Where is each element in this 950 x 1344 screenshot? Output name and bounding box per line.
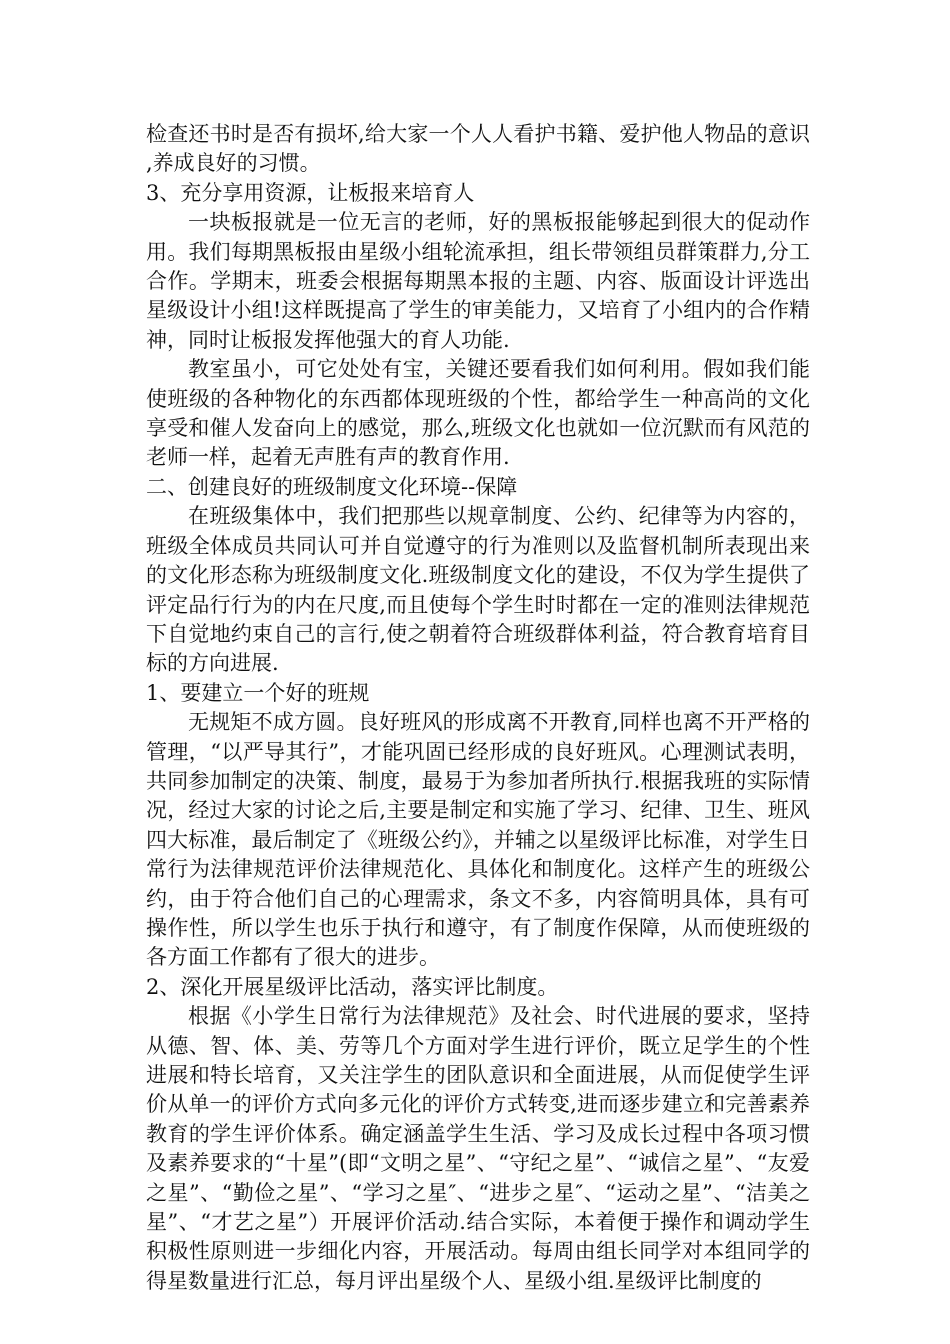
heading-class-rules: 1、要建立一个好的班规: [146, 680, 370, 705]
paragraph-classroom: 教室虽小，可它处处有宝，关键还要看我们如何利用。假如我们能使班级的各种物化的东西都体现班级的个性，都给学生一种高尚的文化享受和催人发奋向上的感觉，那么,班级文化也就如一位沉默而有风范的老师一样，起着无声胜有声的教育作用.: [146, 357, 810, 470]
document-page: [146, 120, 810, 1296]
heading-star-rating: 2、深化开展星级评比活动，落实评比制度。: [146, 974, 559, 999]
paragraph-blackboard: 一块板报就是一位无言的老师，好的黑板报能够起到很大的促动作用。我们每期黑板报由星级小组轮流承担，组长带领组员群策群力,分工合作。学期末，班委会根据每期黑本报的主题、内容、版面设计评选出星级设计小组!这样既提高了学生的审美能力，又培育了小组内的合作精神，同时让板报发挥他强大的育人功能.: [146, 210, 810, 352]
heading-blackboard: 3、充分享用资源，让板报来培育人: [146, 180, 475, 205]
paragraph-class-rules: 无规矩不成方圆。良好班风的形成离不开教育,同样也离不开严格的管理，“以严导其行”，才能巩固已经形成的良好班风。心理测试表明，共同参加制定的决策、制度，最易于为参加者所执行.根据我班的实际情况，经过大家的讨论之后,主要是制定和实施了学习、纪律、卫生、班风四大标准，最后制定了《班级公约》，并辅之以星级评比标准，对学生日常行为法律规范评价法律规范化、具体化和制度化。这样产生的班级公约，由于符合他们自己的心理需求，条文不多，内容简明具体，具有可操作性，所以学生也乐于执行和遵守，有了制度作保障，从而使班级的各方面工作都有了很大的进步。: [146, 710, 810, 970]
heading-system-culture: 二、创建良好的班级制度文化环境--保障: [146, 474, 518, 499]
paragraph-system-culture: 在班级集体中，我们把那些以规章制度、公约、纪律等为内容的，班级全体成员共同认可并自觉遵守的行为准则以及监督机制所表现出来的文化形态称为班级制度文化.班级制度文化的建设，不仅为学生提供了评定品行行为的内在尺度,而且使每个学生时时都在一定的准则法律规范下自觉地约束自己的言行,使之朝着符合班级群体利益，符合教育培育目标的方向进展.: [146, 504, 810, 676]
paragraph-book-care: 检查还书时是否有损坏,给大家一个人人看护书籍、爱护他人物品的意识,养成良好的习惯。: [146, 122, 810, 176]
paragraph-star-rating: 根据《小学生日常行为法律规范》及社会、时代进展的要求，坚持从德、智、体、美、劳等几个方面对学生进行评价，既立足学生的个性进展和特长培育，又关注学生的团队意识和全面进展，从而促使学生评价从单一的评价方式向多元化的评价方式转变,进而逐步建立和完善素养教育的学生评价体系。确定涵盖学生生活、学习及成长过程中各项习惯及素养要求的“十星”(即“文明之星”、“守纪之星”、“诚信之星”、“友爱之星”、“勤俭之星”、“学习之星″、“进步之星″、“运动之星”、“洁美之星”、“才艺之星”）开展评价活动.结合实际，本着便于操作和调动学生积极性原则进一步细化内容，开展活动。每周由组长同学对本组同学的得星数量进行汇总，每月评出星级个人、星级小组.星级评比制度的: [146, 1004, 810, 1293]
